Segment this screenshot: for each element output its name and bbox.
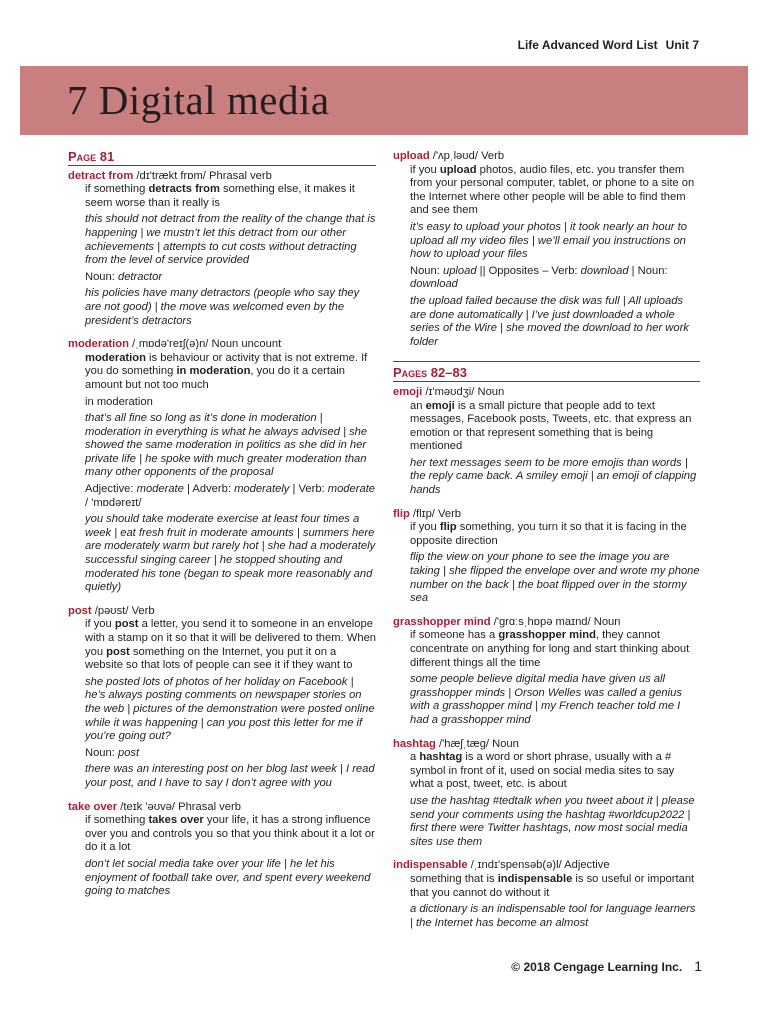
related-forms: Noun: upload || Opposites – Verb: download | Noun: download <box>410 264 668 291</box>
pronunciation: /teɪk 'əʊvə/ Phrasal verb <box>120 800 241 813</box>
headword: detract from <box>68 169 134 182</box>
page-title: 7 Digital media <box>67 77 330 123</box>
headword: indispensable <box>393 859 468 872</box>
entry-headword-line <box>393 386 700 400</box>
definition: if you flip something, you turn it so that it is facing in the opposite direction <box>410 521 687 547</box>
unit-label: Unit 7 <box>665 38 699 52</box>
definition: a hashtag is a word or short phrase, usually with a # symbol in front of it, used on social media sites to say what a post, tweet, etc. is about <box>410 751 675 791</box>
examples: a dictionary is an indispensable tool for language learners | the Internet has become an almost <box>410 903 696 929</box>
examples: some people believe digital media have given us all grasshopper minds | Orson Welles was called a genius with a grasshopper mind | my French teacher told me I had a grasshopper mind <box>410 673 682 726</box>
section-heading-page-81: Page 81 <box>68 150 376 166</box>
entry-post <box>68 605 376 791</box>
running-header <box>518 38 699 52</box>
entry-headword-line <box>393 508 700 522</box>
pronunciation: /ɪ'məʊdʒi/ Noun <box>425 385 505 398</box>
definition: if something detracts from something else, it makes it seem worse than it really is <box>85 183 355 209</box>
examples: she posted lots of photos of her holiday on Facebook | he’s always posting comments on newspaper stories on the web | pictures of the demonstration were posted online while it was happening | can you post this letter for me if you’re going out? <box>85 675 375 743</box>
entry-headword-line <box>393 616 700 630</box>
entry-headword-line <box>393 150 700 164</box>
pronunciation: /'grɑːsˌhɒpə maɪnd/ Noun <box>493 615 621 628</box>
entry-flip <box>393 508 700 606</box>
entry-headword-line <box>68 170 376 184</box>
entry-headword-line <box>393 859 700 873</box>
headword: moderation <box>68 338 129 351</box>
entry-detract-from <box>68 170 376 329</box>
pronunciation: /'hæʃˌtæg/ Noun <box>439 737 519 750</box>
related-forms: Adjective: moderate | Adverb: moderately | Verb: moderate / 'mɒdəreɪt/ <box>85 483 376 509</box>
pronunciation: /pəʊst/ Verb <box>94 604 155 617</box>
examples: use the hashtag #tedtalk when you tweet about it | please send your comments using the hashtag #worldcup2022 | first there were Twitter hashtags, now most social media sites use them <box>410 794 695 848</box>
entry-headword-line <box>68 801 376 815</box>
right-column <box>393 150 700 940</box>
headword: take over <box>68 800 118 813</box>
related-forms: Noun: detractor <box>85 270 163 283</box>
headword: upload <box>393 150 430 162</box>
headword: hashtag <box>393 737 436 750</box>
pronunciation: /ˌɪndɪ'spensəb(ə)l/ Adjective <box>470 859 610 872</box>
definition: if something takes over your life, it has a strong influence over you and controls you so that you think about it a lot or do it a lot <box>85 814 375 854</box>
word-list-name: Life Advanced Word List <box>517 38 658 52</box>
left-column <box>68 150 376 909</box>
pronunciation: /flɪp/ Verb <box>412 507 462 520</box>
examples: his policies have many detractors (people who say they are not good) | the move was welcomed even by the president’s detractors <box>85 287 360 327</box>
title-banner <box>20 66 748 135</box>
copyright: © 2018 Cengage Learning Inc. <box>511 960 683 974</box>
examples: don’t let social media take over your life | he let his enjoyment of football take over, and spent every weekend going to matches <box>85 857 371 898</box>
page-number: 1 <box>694 958 702 974</box>
entry-emoji <box>393 386 700 498</box>
definition: if you post a letter, you send it to someone in an envelope with a stamp on it so that it will be delivered to them. When you post something on the Internet, you put it on a website so that lots of people can see it if they want to <box>85 618 377 672</box>
examples: flip the view on your phone to see the image you are taking | she flipped the envelope over and wrote my phone number on the back | the boat flipped over in the stormy sea <box>410 551 700 605</box>
entry-headword-line <box>393 738 700 752</box>
page-footer <box>511 958 702 974</box>
examples: this should not detract from the reality of the change that is happening | we mustn’t let this detract from our other achievements | attempts to cut costs without detracting from the level of service provided <box>85 213 376 267</box>
entry-upload <box>393 150 700 349</box>
entry-headword-line <box>68 605 376 619</box>
definition: something that is indispensable is so useful or important that you cannot do without it <box>410 872 695 899</box>
examples: that’s all fine so long as it’s done in moderation | moderation in everything is what he always advised | she showed the same moderation in politics as she did in her private life | he spoke with much greater moderation than many other opponents of the proposal <box>85 412 368 479</box>
examples: there was an interesting post on her blog last week | I read your post, and I have to say I don’t agree with you <box>85 763 375 789</box>
examples: it’s easy to upload your photos | it took nearly an hour to upload all my video files | we’ll email you instructions on how to upload your files <box>410 220 687 261</box>
headword: flip <box>393 507 410 520</box>
entry-hashtag <box>393 738 700 850</box>
definition: if you upload photos, audio files, etc. you transfer them from your personal computer, tablet, or phone to a site on the Internet where other people will be able to find them and see them <box>410 163 695 217</box>
related-forms: Noun: post <box>85 746 140 759</box>
headword: grasshopper mind <box>393 615 491 628</box>
entry-take-over <box>68 801 376 899</box>
phrase: in moderation <box>85 395 153 408</box>
examples: you should take moderate exercise at least four times a week | eat fresh fruit in moderate amounts | summers here are moderately warm but rarely hot | she had a moderately successful singing career | he stopped shouting and moderated his tone (began to speak more reasonably and quietly) <box>85 513 376 594</box>
examples: the upload failed because the disk was full | All uploads are done automatically | I’ve just downloaded a whole series of the Wire | she moved the download to her work folder <box>410 294 689 348</box>
pronunciation: /dɪ'trækt frɒm/ Phrasal verb <box>136 169 272 182</box>
pronunciation: /ˌmɒdə'reɪʃ(ə)n/ Noun uncount <box>132 338 282 351</box>
headword: post <box>68 604 92 617</box>
definition: moderation is behaviour or activity that is not extreme. If you do something in moderation, you do it a certain amount but not too much <box>85 351 368 391</box>
headword: emoji <box>393 385 423 398</box>
examples: her text messages seem to be more emojis than words | the reply came back. A smiley emoji | an emoji of clapping hands <box>410 456 697 497</box>
definition: an emoji is a small picture that people add to text messages, Facebook posts, Tweets, etc. that express an emotion or that represent something that is being mentioned <box>410 399 692 453</box>
entry-grasshopper-mind <box>393 616 700 728</box>
entry-headword-line <box>68 338 376 352</box>
entry-moderation <box>68 338 376 595</box>
definition: if someone has a grasshopper mind, they cannot concentrate on anything for long and start thinking about different things all the time <box>410 629 690 669</box>
entry-indispensable <box>393 859 700 930</box>
pronunciation: /'ʌpˌləʊd/ Verb <box>432 150 505 162</box>
section-heading-pages-82-83: Pages 82–83 <box>393 361 700 382</box>
